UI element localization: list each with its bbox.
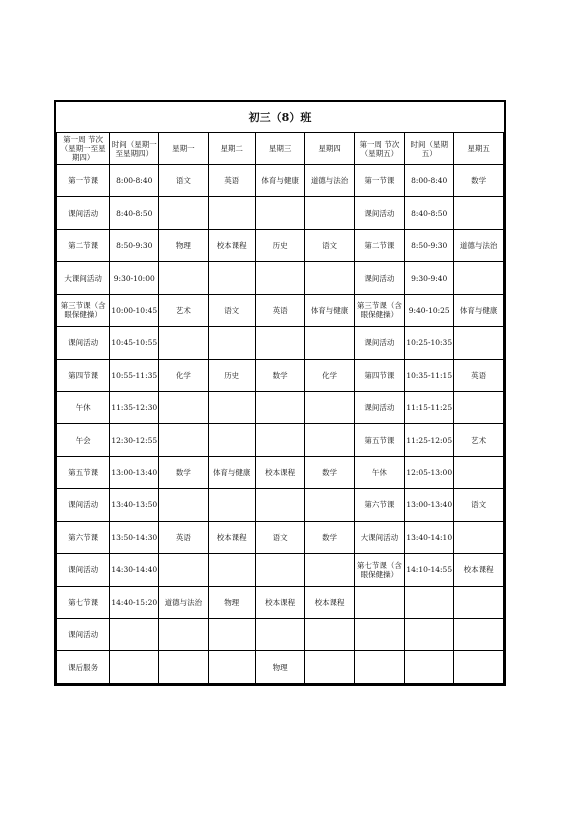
header-row [57, 133, 504, 165]
table-cell [159, 651, 208, 684]
table-cell: 历史 [208, 359, 255, 391]
table-cell [255, 489, 305, 521]
table-cell: 语文 [454, 489, 504, 521]
table-cell: 课间活动 [57, 554, 110, 586]
table-cell [159, 262, 208, 294]
table-cell: 14:30-14:40 [110, 554, 159, 586]
table-cell: 语文 [305, 229, 354, 261]
table-cell [208, 327, 255, 359]
header-cell: 星期四 [305, 133, 354, 165]
table-cell [255, 262, 305, 294]
table-cell: 10:45-10:55 [110, 327, 159, 359]
table-cell: 课间活动 [354, 262, 405, 294]
table-row [57, 197, 504, 229]
table-cell [454, 197, 504, 229]
table-cell: 午会 [57, 424, 110, 456]
table-cell: 10:55-11:35 [110, 359, 159, 391]
table-cell: 10:35-11:15 [405, 359, 454, 391]
table-cell [405, 618, 454, 650]
table-row [57, 327, 504, 359]
table-cell [305, 392, 354, 424]
table-cell: 英语 [159, 521, 208, 553]
table-cell [208, 262, 255, 294]
table-cell [208, 554, 255, 586]
table-cell: 11:25-12:05 [405, 424, 454, 456]
table-cell [454, 618, 504, 650]
table-row [57, 651, 504, 684]
table-cell: 13:00-13:40 [110, 456, 159, 488]
table-cell: 体育与健康 [255, 165, 305, 197]
table-cell: 数学 [159, 456, 208, 488]
table-cell [159, 554, 208, 586]
table-cell: 语文 [159, 165, 208, 197]
table-cell: 8:50-9:30 [405, 229, 454, 261]
table-cell: 11:35-12:30 [110, 392, 159, 424]
header-cell: 时间（星期五） [405, 133, 454, 165]
table-cell: 第三节课（含眼保健操） [354, 294, 405, 326]
table-cell: 数学 [255, 359, 305, 391]
table-cell: 14:40-15:20 [110, 586, 159, 618]
table-cell [255, 327, 305, 359]
table-cell [208, 392, 255, 424]
table-cell: 物理 [159, 229, 208, 261]
table-cell: 数学 [305, 521, 354, 553]
table-cell: 8:00-8:40 [405, 165, 454, 197]
table-cell: 校本课程 [454, 554, 504, 586]
table-cell [454, 392, 504, 424]
table-row [57, 618, 504, 650]
table-cell [208, 651, 255, 684]
table-row [57, 262, 504, 294]
header-cell: 第一周 节次（星期一至星期四） [57, 133, 110, 165]
header-cell: 第一周 节次（星期五） [354, 133, 405, 165]
table-cell: 13:50-14:30 [110, 521, 159, 553]
timetable [56, 102, 504, 684]
table-cell: 物理 [255, 651, 305, 684]
table-cell [255, 554, 305, 586]
table-cell: 第三节课（含眼保健操） [57, 294, 110, 326]
header-cell: 星期一 [159, 133, 208, 165]
table-cell [454, 262, 504, 294]
table-cell: 课后服务 [57, 651, 110, 684]
table-cell: 第五节课 [354, 424, 405, 456]
table-cell [405, 651, 454, 684]
table-cell: 大课间活动 [57, 262, 110, 294]
table-cell [305, 424, 354, 456]
table-cell: 第六节课 [354, 489, 405, 521]
table-cell: 14:10-14:55 [405, 554, 454, 586]
table-cell: 9:40-10:25 [405, 294, 454, 326]
table-cell [305, 554, 354, 586]
table-cell: 13:00-13:40 [405, 489, 454, 521]
table-cell: 第一节课 [354, 165, 405, 197]
table-cell [305, 489, 354, 521]
table-cell [159, 327, 208, 359]
header-cell: 星期二 [208, 133, 255, 165]
table-row [57, 229, 504, 261]
table-cell [208, 424, 255, 456]
table-cell [255, 424, 305, 456]
table-cell [255, 197, 305, 229]
table-cell: 化学 [159, 359, 208, 391]
table-cell [110, 618, 159, 650]
table-cell: 午休 [57, 392, 110, 424]
table-cell [208, 489, 255, 521]
table-cell [255, 618, 305, 650]
table-cell: 课间活动 [57, 489, 110, 521]
table-cell: 课间活动 [354, 327, 405, 359]
table-row [57, 359, 504, 391]
table-cell [255, 392, 305, 424]
table-row [57, 294, 504, 326]
table-cell [159, 489, 208, 521]
table-cell [454, 651, 504, 684]
header-cell: 星期三 [255, 133, 305, 165]
table-cell: 英语 [208, 165, 255, 197]
table-cell: 课间活动 [57, 197, 110, 229]
table-cell: 9:30-10:00 [110, 262, 159, 294]
table-cell: 体育与健康 [208, 456, 255, 488]
table-cell: 13:40-14:10 [405, 521, 454, 553]
table-cell: 第二节课 [57, 229, 110, 261]
table-cell: 8:00-8:40 [110, 165, 159, 197]
table-cell: 校本课程 [208, 521, 255, 553]
table-cell [354, 586, 405, 618]
table-cell [110, 651, 159, 684]
table-cell: 校本课程 [208, 229, 255, 261]
table-row [57, 521, 504, 553]
table-cell: 艺术 [454, 424, 504, 456]
table-cell: 道德与法治 [305, 165, 354, 197]
table-cell: 第二节课 [354, 229, 405, 261]
table-row [57, 554, 504, 586]
table-cell: 第一节课 [57, 165, 110, 197]
table-cell [354, 651, 405, 684]
table-cell: 13:40-13:50 [110, 489, 159, 521]
table-cell: 课间活动 [57, 327, 110, 359]
table-cell [454, 456, 504, 488]
timetable-sheet [54, 100, 506, 686]
table-cell: 第七节课 [57, 586, 110, 618]
table-cell: 体育与健康 [305, 294, 354, 326]
table-cell: 道德与法治 [159, 586, 208, 618]
table-cell [159, 424, 208, 456]
table-row [57, 424, 504, 456]
table-cell: 语文 [208, 294, 255, 326]
table-cell: 校本课程 [255, 456, 305, 488]
table-cell [208, 197, 255, 229]
table-cell: 12:05-13:00 [405, 456, 454, 488]
table-cell: 课间活动 [354, 197, 405, 229]
table-cell: 课间活动 [57, 618, 110, 650]
table-cell: 第六节课 [57, 521, 110, 553]
table-cell: 8:50-9:30 [110, 229, 159, 261]
table-cell: 艺术 [159, 294, 208, 326]
table-cell: 10:00-10:45 [110, 294, 159, 326]
table-cell: 物理 [208, 586, 255, 618]
table-cell [305, 197, 354, 229]
table-cell [305, 651, 354, 684]
table-cell [208, 618, 255, 650]
header-cell: 时间（星期一至星期四） [110, 133, 159, 165]
table-cell: 8:40-8:50 [110, 197, 159, 229]
table-cell: 英语 [255, 294, 305, 326]
table-cell [305, 262, 354, 294]
table-cell [454, 521, 504, 553]
table-cell: 数学 [305, 456, 354, 488]
table-cell: 大课间活动 [354, 521, 405, 553]
table-cell: 9:30-9:40 [405, 262, 454, 294]
table-row [57, 586, 504, 618]
table-cell: 8:40-8:50 [405, 197, 454, 229]
table-cell [454, 586, 504, 618]
table-cell: 化学 [305, 359, 354, 391]
table-cell: 第五节课 [57, 456, 110, 488]
table-cell [405, 586, 454, 618]
table-cell: 校本课程 [255, 586, 305, 618]
table-cell: 语文 [255, 521, 305, 553]
table-cell [159, 618, 208, 650]
table-row [57, 489, 504, 521]
table-cell [454, 327, 504, 359]
table-cell: 数学 [454, 165, 504, 197]
table-cell: 历史 [255, 229, 305, 261]
table-cell: 校本课程 [305, 586, 354, 618]
header-cell: 星期五 [454, 133, 504, 165]
table-cell [354, 618, 405, 650]
class-title: 初三（8）班 [57, 102, 504, 133]
table-row [57, 392, 504, 424]
table-cell [305, 618, 354, 650]
table-cell: 课间活动 [354, 392, 405, 424]
title-row [57, 102, 504, 133]
table-cell: 英语 [454, 359, 504, 391]
table-cell [159, 392, 208, 424]
table-cell: 第七节课（含眼保健操） [354, 554, 405, 586]
table-cell [159, 197, 208, 229]
table-cell: 10:25-10:35 [405, 327, 454, 359]
table-cell: 道德与法治 [454, 229, 504, 261]
table-cell: 第四节课 [57, 359, 110, 391]
table-cell: 11:15-11:25 [405, 392, 454, 424]
table-cell: 体育与健康 [454, 294, 504, 326]
table-cell: 12:30-12:55 [110, 424, 159, 456]
table-cell [305, 327, 354, 359]
table-row [57, 456, 504, 488]
table-cell: 午休 [354, 456, 405, 488]
table-row [57, 165, 504, 197]
table-cell: 第四节课 [354, 359, 405, 391]
